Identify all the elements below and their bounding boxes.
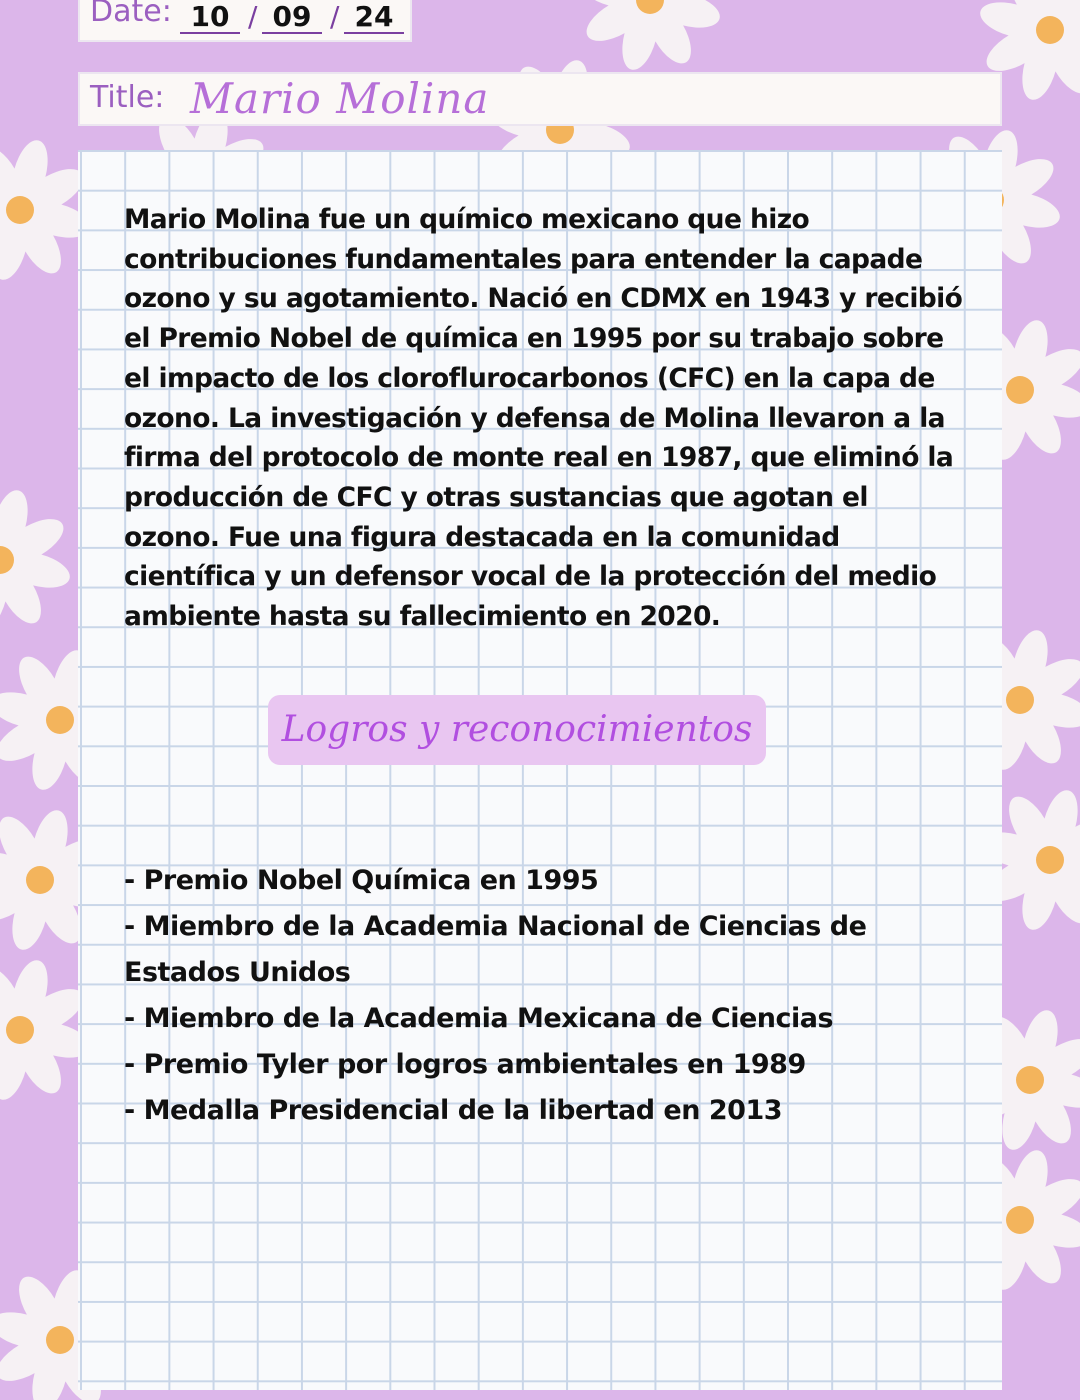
title-label: Title: bbox=[90, 80, 165, 115]
section-heading: Logros y reconocimientos bbox=[281, 709, 753, 750]
date-separator: / bbox=[330, 0, 340, 33]
list-item: - Premio Nobel Química en 1995 bbox=[124, 865, 599, 896]
date-separator: / bbox=[248, 0, 258, 33]
date-label: Date: bbox=[90, 0, 172, 29]
date-field bbox=[80, 0, 410, 40]
date-month: 09 bbox=[262, 2, 322, 34]
date-day: 10 bbox=[180, 2, 240, 34]
biography-paragraph: Mario Molina fue un químico mexicano que hizo contribuciones fundamentales para entender la capade ozono y su agotamiento. Nació en CDMX en 1943 y recibió el Premio Nobel de química en 1995 por su trabajo sobre el impacto de los cloroflurocarbonos (CFC) en la capa de ozono. La investigación y defensa de Molina llevaron a la firma del protocolo de monte real en 1987, que eliminó la producción de CFC y otras sustancias que agotan el ozono. Fue una figura destacada en la comunidad científica y un defensor vocal de la protección del medio ambiente hasta su fallecimiento en 2020. bbox=[124, 204, 963, 633]
daisy-icon bbox=[0, 480, 80, 640]
achievements-list bbox=[124, 858, 964, 1134]
title-field bbox=[80, 74, 1000, 124]
list-item: - Premio Tyler por logros ambientales en 1989 bbox=[124, 1049, 806, 1080]
list-item: - Miembro de la Academia Nacional de Ciencias de Estados Unidos bbox=[124, 911, 867, 988]
list-item: - Miembro de la Academia Mexicana de Ciencias bbox=[124, 1003, 834, 1034]
section-heading-badge bbox=[268, 695, 766, 765]
page-title: Mario Molina bbox=[190, 74, 490, 123]
list-item: - Medalla Presidencial de la libertad en 2013 bbox=[124, 1095, 783, 1126]
date-year: 24 bbox=[344, 2, 404, 34]
